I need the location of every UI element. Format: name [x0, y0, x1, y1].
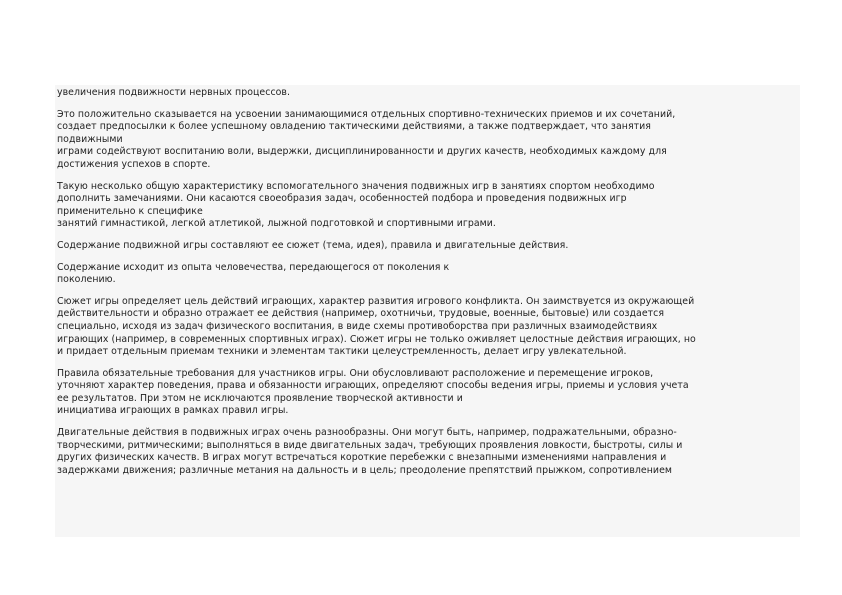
- text-line: применительно к специфике: [57, 205, 203, 217]
- document-text: [57, 87, 800, 486]
- paragraph-7: [57, 368, 800, 418]
- paragraph-1: [57, 87, 800, 100]
- text-line: задержками движения; различные метания на дальность и в цель; преодоление препятствий прыжком, сопротивлением: [57, 464, 673, 476]
- paragraph-2: [57, 109, 800, 172]
- paragraph-3: [57, 181, 800, 231]
- text-line: других физических качеств. В играх могут встречаться короткие перебежки с внезапными изменениями направления и: [57, 452, 667, 464]
- text-line: играющих (например, в современных спортивных играх). Сюжет игры не только оживляет целостные действия играющих, но: [57, 333, 696, 345]
- text-line: ее результатов. При этом не исключаются проявление творческой активности и: [57, 392, 463, 404]
- text-line: играми содействуют воспитанию воли, выдержки, дисциплинированности и других качеств, необходимых каждому для: [57, 146, 667, 158]
- text-line: Содержание исходит из опыта человечества, передающегося от поколения к: [57, 261, 450, 273]
- text-line: Правила обязательные требования для участников игры. Они обусловливают расположение и перемещение игроков,: [57, 367, 654, 379]
- text-line: Двигательные действия в подвижных играх очень разнообразны. Они могут быть, например, подражательными, образно-: [57, 427, 677, 439]
- text-line: достижения успехов в спорте.: [57, 158, 211, 170]
- text-line: уточняют характер поведения, права и обязанности играющих, определяют способы ведения игры, приемы и условия учета: [57, 380, 689, 392]
- paragraph-5: [57, 262, 800, 287]
- text-line: инициатива играющих в рамках правил игры.: [57, 405, 289, 417]
- text-line: Такую несколько общую характеристику вспомогательного значения подвижных игр в занятиях спортом необходимо: [57, 180, 655, 192]
- text-line: подвижными: [57, 133, 123, 145]
- text-line: Сюжет игры определяет цель действий играющих, характер развития игрового конфликта. Он заимствуется из окружающей: [57, 295, 695, 307]
- text-line: создает предпосылки к более успешному овладению тактическими действиями, а также подтверждает, что занятия: [57, 121, 651, 133]
- text-line: специально, исходя из задач физического воспитания, в виде схемы противоборства при различных взаимодействиях: [57, 320, 658, 332]
- text-line: действительности и образно отражает ее действия (например, охотничьи, трудовые, военные, бытовые) или создается: [57, 308, 665, 320]
- text-line: увеличения подвижности нервных процессов.: [57, 87, 291, 98]
- text-line: Это положительно сказывается на усвоении занимающимися отдельных спортивно-технических приемов и их сочетаний,: [57, 108, 676, 120]
- text-line: Содержание подвижной игры составляют ее сюжет (тема, идея), правила и двигательные действия.: [57, 239, 569, 251]
- paragraph-8: [57, 427, 800, 477]
- text-line: занятий гимнастикой, легкой атлетикой, лыжной подготовкой и спортивными играми.: [57, 218, 496, 230]
- document-page: [55, 85, 800, 537]
- text-line: творческими, ритмическими; выполняться в виде двигательных задач, требующих проявления ловкости, быстроты, силы и: [57, 439, 683, 451]
- paragraph-6: [57, 296, 800, 359]
- text-line: поколению.: [57, 274, 116, 286]
- text-line: дополнить замечаниями. Они касаются своеобразия задач, особенностей подбора и проведения подвижных игр: [57, 193, 627, 205]
- paragraph-4: [57, 240, 800, 253]
- text-line: и придает отдельным приемам техники и элементам тактики целеустремленность, делает игру увлекательной.: [57, 346, 627, 358]
